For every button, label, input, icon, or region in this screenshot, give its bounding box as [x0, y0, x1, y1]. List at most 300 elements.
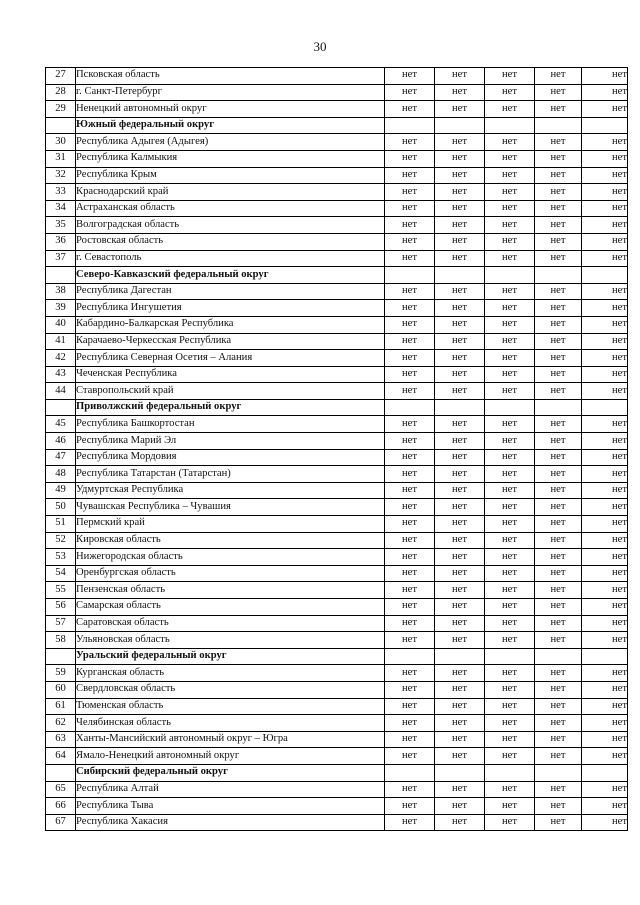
value-cell: нет: [535, 549, 582, 566]
region-row: [46, 416, 628, 433]
value-cell: нет: [435, 217, 485, 234]
value-cell: нет: [582, 134, 628, 151]
value-cell: нет: [385, 68, 435, 85]
value-cell: нет: [582, 233, 628, 250]
value-cell: нет: [385, 516, 435, 533]
value-cell: нет: [485, 698, 535, 715]
row-number: 56: [46, 599, 76, 616]
value-cell: нет: [435, 68, 485, 85]
value-cell: нет: [385, 582, 435, 599]
value-cell: нет: [385, 681, 435, 698]
row-number: 51: [46, 516, 76, 533]
value-cell: нет: [582, 300, 628, 317]
region-row: [46, 250, 628, 267]
value-cell: нет: [385, 84, 435, 101]
value-cell: нет: [582, 350, 628, 367]
region-name: Оренбургская область: [76, 565, 385, 582]
region-name: Республика Татарстан (Татарстан): [76, 466, 385, 483]
value-cell: нет: [535, 482, 582, 499]
region-row: [46, 798, 628, 815]
value-cell: нет: [485, 233, 535, 250]
region-name: Волгоградская область: [76, 217, 385, 234]
region-row: [46, 200, 628, 217]
value-cell: нет: [435, 383, 485, 400]
value-cell: нет: [582, 748, 628, 765]
region-row: [46, 781, 628, 798]
value-cell: нет: [485, 101, 535, 118]
region-row: [46, 532, 628, 549]
value-cell: нет: [535, 200, 582, 217]
value-cell: нет: [535, 814, 582, 831]
value-cell: нет: [535, 316, 582, 333]
region-row: [46, 632, 628, 649]
value-cell: нет: [582, 798, 628, 815]
value-cell: нет: [385, 250, 435, 267]
region-row: [46, 300, 628, 317]
value-cell: нет: [385, 814, 435, 831]
value-cell: [485, 648, 535, 665]
region-row: [46, 366, 628, 383]
value-cell: нет: [385, 233, 435, 250]
regions-table: [45, 67, 628, 831]
row-number: 55: [46, 582, 76, 599]
region-row: [46, 516, 628, 533]
row-number: 60: [46, 681, 76, 698]
value-cell: нет: [582, 549, 628, 566]
value-cell: нет: [435, 300, 485, 317]
row-number: 49: [46, 482, 76, 499]
region-name: Ямало-Ненецкий автономный округ: [76, 748, 385, 765]
region-row: [46, 134, 628, 151]
value-cell: нет: [485, 466, 535, 483]
value-cell: нет: [435, 798, 485, 815]
table-body: [46, 68, 628, 831]
value-cell: нет: [535, 167, 582, 184]
value-cell: нет: [385, 599, 435, 616]
region-name: Республика Дагестан: [76, 283, 385, 300]
row-number: 61: [46, 698, 76, 715]
value-cell: нет: [582, 383, 628, 400]
value-cell: нет: [582, 68, 628, 85]
value-cell: нет: [485, 433, 535, 450]
region-name: Республика Ингушетия: [76, 300, 385, 317]
value-cell: нет: [385, 482, 435, 499]
value-cell: нет: [485, 798, 535, 815]
value-cell: нет: [582, 814, 628, 831]
value-cell: нет: [385, 632, 435, 649]
row-number: 28: [46, 84, 76, 101]
region-row: [46, 499, 628, 516]
value-cell: нет: [385, 698, 435, 715]
value-cell: нет: [535, 681, 582, 698]
value-cell: нет: [485, 150, 535, 167]
region-row: [46, 84, 628, 101]
row-number: 50: [46, 499, 76, 516]
region-row: [46, 68, 628, 85]
value-cell: нет: [485, 167, 535, 184]
row-number: 47: [46, 449, 76, 466]
value-cell: нет: [582, 150, 628, 167]
row-number: 27: [46, 68, 76, 85]
district-name: Сибирский федеральный округ: [76, 764, 385, 781]
value-cell: нет: [485, 416, 535, 433]
value-cell: [535, 399, 582, 416]
value-cell: нет: [385, 150, 435, 167]
value-cell: нет: [582, 101, 628, 118]
value-cell: [385, 267, 435, 284]
region-row: [46, 565, 628, 582]
region-name: Свердловская область: [76, 681, 385, 698]
value-cell: нет: [535, 416, 582, 433]
value-cell: нет: [535, 283, 582, 300]
region-name: г. Санкт-Петербург: [76, 84, 385, 101]
value-cell: [485, 399, 535, 416]
value-cell: нет: [535, 333, 582, 350]
value-cell: [582, 764, 628, 781]
value-cell: нет: [485, 350, 535, 367]
region-name: Ростовская область: [76, 233, 385, 250]
region-row: [46, 599, 628, 616]
region-name: Республика Адыгея (Адыгея): [76, 134, 385, 151]
value-cell: нет: [485, 549, 535, 566]
value-cell: нет: [535, 366, 582, 383]
region-name: Кировская область: [76, 532, 385, 549]
value-cell: нет: [485, 532, 535, 549]
value-cell: нет: [535, 516, 582, 533]
value-cell: нет: [385, 665, 435, 682]
value-cell: нет: [485, 449, 535, 466]
region-row: [46, 582, 628, 599]
value-cell: нет: [535, 350, 582, 367]
value-cell: нет: [582, 84, 628, 101]
value-cell: нет: [485, 283, 535, 300]
region-row: [46, 681, 628, 698]
value-cell: нет: [435, 482, 485, 499]
value-cell: нет: [485, 200, 535, 217]
value-cell: нет: [535, 748, 582, 765]
region-name: Ульяновская область: [76, 632, 385, 649]
row-number: 53: [46, 549, 76, 566]
value-cell: нет: [535, 781, 582, 798]
value-cell: нет: [435, 333, 485, 350]
value-cell: нет: [385, 366, 435, 383]
region-row: [46, 615, 628, 632]
region-name: Пензенская область: [76, 582, 385, 599]
value-cell: нет: [435, 250, 485, 267]
value-cell: нет: [582, 433, 628, 450]
region-name: Республика Калмыкия: [76, 150, 385, 167]
value-cell: [385, 764, 435, 781]
value-cell: нет: [385, 532, 435, 549]
region-row: [46, 283, 628, 300]
value-cell: нет: [535, 565, 582, 582]
value-cell: нет: [582, 499, 628, 516]
value-cell: нет: [485, 383, 535, 400]
value-cell: нет: [485, 84, 535, 101]
region-name: Республика Северная Осетия – Алания: [76, 350, 385, 367]
value-cell: [435, 648, 485, 665]
region-row: [46, 466, 628, 483]
region-name: Карачаево-Черкесская Республика: [76, 333, 385, 350]
district-name: Южный федеральный округ: [76, 117, 385, 134]
region-name: Самарская область: [76, 599, 385, 616]
value-cell: нет: [582, 632, 628, 649]
value-cell: [435, 117, 485, 134]
row-number: 58: [46, 632, 76, 649]
value-cell: нет: [435, 433, 485, 450]
value-cell: нет: [535, 134, 582, 151]
value-cell: нет: [535, 101, 582, 118]
value-cell: нет: [582, 516, 628, 533]
value-cell: нет: [385, 316, 435, 333]
value-cell: нет: [385, 300, 435, 317]
value-cell: [535, 117, 582, 134]
value-cell: нет: [485, 814, 535, 831]
region-name: Саратовская область: [76, 615, 385, 632]
row-number: 32: [46, 167, 76, 184]
region-row: [46, 482, 628, 499]
value-cell: нет: [582, 715, 628, 732]
value-cell: нет: [535, 433, 582, 450]
value-cell: нет: [485, 333, 535, 350]
value-cell: нет: [535, 300, 582, 317]
row-number: 30: [46, 134, 76, 151]
value-cell: нет: [485, 731, 535, 748]
value-cell: нет: [435, 632, 485, 649]
value-cell: [435, 267, 485, 284]
row-number: 31: [46, 150, 76, 167]
value-cell: нет: [485, 134, 535, 151]
value-cell: нет: [582, 582, 628, 599]
value-cell: [485, 117, 535, 134]
value-cell: нет: [535, 150, 582, 167]
value-cell: нет: [535, 599, 582, 616]
row-number: 41: [46, 333, 76, 350]
value-cell: нет: [582, 615, 628, 632]
region-name: Ненецкий автономный округ: [76, 101, 385, 118]
row-number: 62: [46, 715, 76, 732]
value-cell: нет: [485, 366, 535, 383]
row-number: 59: [46, 665, 76, 682]
value-cell: [435, 399, 485, 416]
value-cell: нет: [385, 715, 435, 732]
value-cell: нет: [435, 366, 485, 383]
value-cell: нет: [582, 665, 628, 682]
row-number: 52: [46, 532, 76, 549]
value-cell: нет: [582, 698, 628, 715]
value-cell: нет: [435, 748, 485, 765]
row-number: 36: [46, 233, 76, 250]
value-cell: [485, 764, 535, 781]
district-row: [46, 399, 628, 416]
region-row: [46, 549, 628, 566]
value-cell: нет: [535, 665, 582, 682]
value-cell: нет: [385, 217, 435, 234]
region-name: Псковская область: [76, 68, 385, 85]
region-row: [46, 101, 628, 118]
value-cell: нет: [435, 499, 485, 516]
value-cell: нет: [385, 200, 435, 217]
value-cell: нет: [535, 217, 582, 234]
region-row: [46, 715, 628, 732]
value-cell: нет: [435, 167, 485, 184]
value-cell: нет: [582, 184, 628, 201]
value-cell: нет: [485, 516, 535, 533]
value-cell: нет: [435, 731, 485, 748]
row-number: 45: [46, 416, 76, 433]
row-number: 67: [46, 814, 76, 831]
value-cell: нет: [435, 549, 485, 566]
region-row: [46, 433, 628, 450]
value-cell: нет: [385, 731, 435, 748]
row-number: 48: [46, 466, 76, 483]
value-cell: нет: [582, 333, 628, 350]
district-name: Северо-Кавказский федеральный округ: [76, 267, 385, 284]
value-cell: нет: [582, 781, 628, 798]
value-cell: нет: [535, 582, 582, 599]
region-name: Удмуртская Республика: [76, 482, 385, 499]
value-cell: нет: [435, 283, 485, 300]
value-cell: нет: [385, 283, 435, 300]
value-cell: нет: [385, 615, 435, 632]
value-cell: нет: [582, 283, 628, 300]
value-cell: нет: [485, 300, 535, 317]
region-row: [46, 167, 628, 184]
row-number: 64: [46, 748, 76, 765]
value-cell: нет: [535, 184, 582, 201]
value-cell: нет: [582, 449, 628, 466]
value-cell: нет: [485, 615, 535, 632]
row-number: 46: [46, 433, 76, 450]
value-cell: нет: [582, 416, 628, 433]
region-row: [46, 383, 628, 400]
value-cell: нет: [435, 715, 485, 732]
value-cell: нет: [535, 499, 582, 516]
value-cell: [582, 648, 628, 665]
value-cell: нет: [435, 200, 485, 217]
value-cell: нет: [385, 101, 435, 118]
row-number: 38: [46, 283, 76, 300]
value-cell: [535, 764, 582, 781]
value-cell: нет: [385, 781, 435, 798]
region-name: Курганская область: [76, 665, 385, 682]
row-number-cell: [46, 399, 76, 416]
value-cell: нет: [435, 781, 485, 798]
region-name: Республика Тыва: [76, 798, 385, 815]
value-cell: нет: [435, 449, 485, 466]
value-cell: нет: [535, 250, 582, 267]
row-number: 29: [46, 101, 76, 118]
value-cell: нет: [385, 748, 435, 765]
value-cell: нет: [582, 366, 628, 383]
region-row: [46, 449, 628, 466]
district-name: Приволжский федеральный округ: [76, 399, 385, 416]
region-name: Тюменская область: [76, 698, 385, 715]
value-cell: нет: [385, 383, 435, 400]
value-cell: нет: [535, 449, 582, 466]
district-row: [46, 117, 628, 134]
value-cell: нет: [385, 433, 435, 450]
value-cell: нет: [485, 499, 535, 516]
value-cell: нет: [485, 665, 535, 682]
value-cell: нет: [435, 84, 485, 101]
region-name: Чувашская Республика – Чувашия: [76, 499, 385, 516]
value-cell: [435, 764, 485, 781]
region-name: Республика Мордовия: [76, 449, 385, 466]
row-number: 66: [46, 798, 76, 815]
value-cell: нет: [385, 184, 435, 201]
row-number: 37: [46, 250, 76, 267]
value-cell: нет: [435, 681, 485, 698]
region-name: Республика Алтай: [76, 781, 385, 798]
value-cell: нет: [535, 233, 582, 250]
value-cell: нет: [385, 350, 435, 367]
value-cell: нет: [582, 217, 628, 234]
value-cell: нет: [435, 814, 485, 831]
value-cell: нет: [435, 599, 485, 616]
row-number: 63: [46, 731, 76, 748]
region-name: Астраханская область: [76, 200, 385, 217]
value-cell: нет: [435, 101, 485, 118]
value-cell: нет: [385, 416, 435, 433]
value-cell: нет: [435, 698, 485, 715]
value-cell: нет: [535, 532, 582, 549]
value-cell: [385, 399, 435, 416]
value-cell: нет: [435, 233, 485, 250]
row-number: 35: [46, 217, 76, 234]
value-cell: нет: [485, 632, 535, 649]
value-cell: нет: [535, 798, 582, 815]
value-cell: нет: [435, 316, 485, 333]
region-name: Нижегородская область: [76, 549, 385, 566]
value-cell: [485, 267, 535, 284]
value-cell: [582, 117, 628, 134]
region-row: [46, 217, 628, 234]
value-cell: нет: [535, 68, 582, 85]
value-cell: нет: [385, 798, 435, 815]
value-cell: нет: [435, 565, 485, 582]
value-cell: нет: [435, 350, 485, 367]
value-cell: нет: [435, 516, 485, 533]
value-cell: нет: [485, 681, 535, 698]
value-cell: нет: [535, 466, 582, 483]
region-row: [46, 184, 628, 201]
value-cell: нет: [582, 316, 628, 333]
row-number: 39: [46, 300, 76, 317]
value-cell: нет: [485, 565, 535, 582]
value-cell: [582, 399, 628, 416]
region-name: Пермский край: [76, 516, 385, 533]
value-cell: нет: [582, 599, 628, 616]
region-name: Республика Хакасия: [76, 814, 385, 831]
value-cell: нет: [385, 549, 435, 566]
value-cell: нет: [435, 532, 485, 549]
value-cell: нет: [435, 416, 485, 433]
region-row: [46, 333, 628, 350]
row-number-cell: [46, 764, 76, 781]
row-number-cell: [46, 267, 76, 284]
row-number: 42: [46, 350, 76, 367]
value-cell: нет: [485, 582, 535, 599]
value-cell: нет: [535, 84, 582, 101]
value-cell: нет: [435, 615, 485, 632]
region-row: [46, 316, 628, 333]
value-cell: нет: [485, 316, 535, 333]
district-row: [46, 267, 628, 284]
region-row: [46, 233, 628, 250]
value-cell: нет: [385, 466, 435, 483]
row-number: 65: [46, 781, 76, 798]
